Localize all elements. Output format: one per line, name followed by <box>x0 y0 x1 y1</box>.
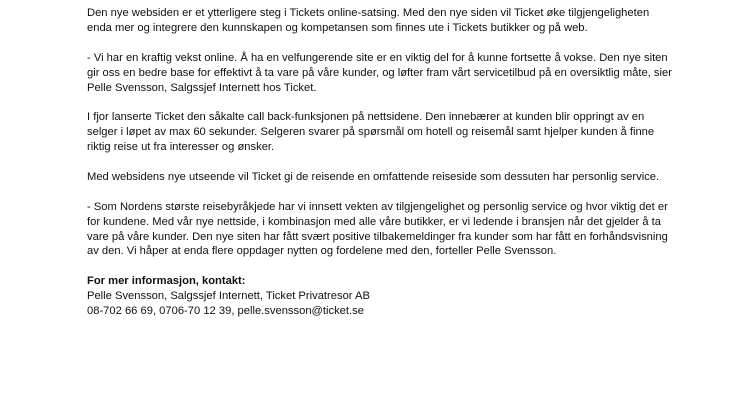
paragraph-intro: Den nye websiden er et ytterligere steg i Tickets online-satsing. Med den nye siden vil Ticket øke tilgjengeligheten enda mer og integrere den kunnskapen og kompetansen som finnes ute i Tickets butikker og på web. <box>87 7 650 34</box>
paragraph-quote-growth: - Vi har en kraftig vekst online. Å ha en velfungerende site er en viktig del for å kunne fortsette å vokse. Den nye siten gir oss en bedre base for effektivt å ta vare på våre kunder, og løfter fram vårt servicetilbud på en oversiktlig måte, sier Pelle Svensson, Salgssjef Internett hos Ticket. <box>87 51 672 94</box>
paragraph-quote-nordic: - Som Nordens største reisebyråkjede har vi innsett vekten av tilgjengelighet og personlig service og hvor viktig det er for kundene. Med vår nye nettside, i kombinasjon med alle våre butikker, er vi ledende i bransjen når det gjelder å ta vare på våre kunder. Den nye siten har fått svært positive tilbakemeldinger fra kunder som har fått en forhåndsvisning av den. Vi håper at enda flere oppdager nytten og fordelene med den, forteller Pelle Svensson. <box>87 200 668 258</box>
contact-heading: For mer informasjon, kontakt: <box>87 275 246 288</box>
paragraph-call-back: I fjor lanserte Ticket den såkalte call back-funksjonen på nettsidene. Den innebærer at kunden blir oppringt av en selger i løpet av max 60 sekunder. Selgeren svarer på spørsmål om hotell og reisemål samt hjelper kunden å finne riktig reise ut fra interesser og ønsker. <box>87 111 655 154</box>
paragraph-new-look: Med websidens nye utseende vil Ticket gi de reisende en omfattende reiseside som dessuten har personlig service. <box>87 170 660 183</box>
contact-phone-email-line: 08-702 66 69, 0706-70 12 39, pelle.svensson@ticket.se <box>87 305 364 318</box>
contact-name-line: Pelle Svensson, Salgssjef Internett, Ticket Privatresor AB <box>87 290 370 303</box>
contact-block <box>87 274 677 319</box>
